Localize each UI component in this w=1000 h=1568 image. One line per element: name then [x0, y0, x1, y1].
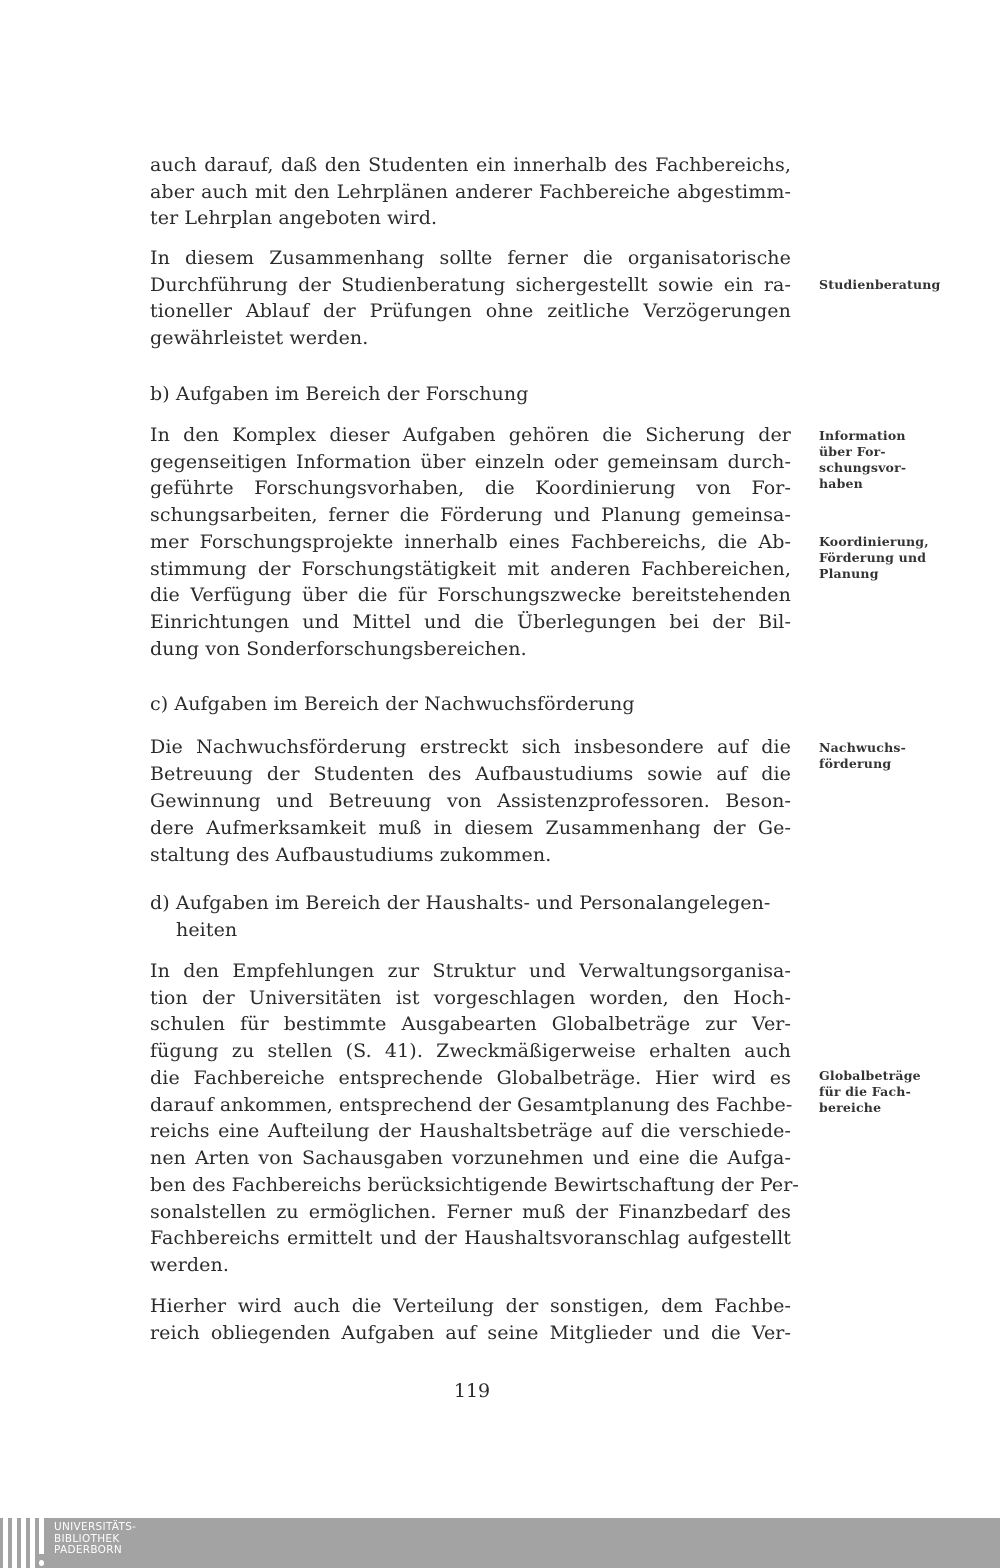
body-text-line: staltung des Aufbaustudiums zukommen.	[150, 844, 552, 866]
body-text-line: reichs eine Aufteilung der Haushaltsbeträge auf die verschiede-	[150, 1120, 791, 1142]
margin-note-line: über For-	[819, 444, 886, 459]
margin-note-line: schungsvor-	[819, 460, 907, 475]
body-text-line: dung von Sonderforschungsbereichen.	[150, 638, 527, 660]
margin-note-line: Globalbeträge	[819, 1068, 921, 1083]
body-text-line: stimmung der Forschungstätigkeit mit anderen Fachbereichen,	[150, 558, 791, 580]
margin-note-line: Studienberatung	[819, 277, 941, 292]
section-heading-d: d) Aufgaben im Bereich der Haushalts- und Personalangelegen-	[150, 892, 771, 914]
body-text-line: sonalstellen zu ermöglichen. Ferner muß der Finanzbedarf des	[150, 1201, 791, 1223]
body-text-line: auch darauf, daß den Studenten ein innerhalb des Fachbereichs,	[150, 154, 791, 176]
section-heading-d-continuation: heiten	[176, 919, 238, 941]
body-text-line: In den Empfehlungen zur Struktur und Verwaltungsorganisa-	[150, 960, 791, 982]
body-text-line: schungsarbeiten, ferner die Förderung und Planung gemeinsa-	[150, 504, 791, 526]
body-text-line: reich obliegenden Aufgaben auf seine Mitglieder und die Ver-	[150, 1322, 791, 1344]
margin-note-line: Förderung und	[819, 550, 927, 565]
margin-note-line: Information	[819, 428, 906, 443]
body-text-line: fügung zu stellen (S. 41). Zweckmäßigerweise erhalten auch	[150, 1040, 791, 1062]
body-text-line: Gewinnung und Betreuung von Assistenzprofessoren. Beson-	[150, 790, 791, 812]
logo-text-line: PADERBORN	[54, 1544, 122, 1556]
margin-note-studienberatung	[819, 277, 944, 293]
library-logo-text	[54, 1522, 136, 1557]
margin-note-line: Planung	[819, 566, 879, 581]
body-text-line: gegenseitigen Information über einzeln oder gemeinsam durch-	[150, 451, 791, 473]
body-text-line: dere Aufmerksamkeit muß in diesem Zusammenhang der Ge-	[150, 817, 791, 839]
body-text-line: gewährleistet werden.	[150, 327, 369, 349]
library-logo-icon	[3, 1518, 53, 1568]
body-text-line: tioneller Ablauf der Prüfungen ohne zeitliche Verzögerungen	[150, 300, 791, 322]
margin-note-koordinierung	[819, 534, 944, 582]
margin-note-line: haben	[819, 476, 863, 491]
section-heading-b: b) Aufgaben im Bereich der Forschung	[150, 383, 529, 405]
body-text-line: Die Nachwuchsförderung erstreckt sich insbesondere auf die	[150, 736, 791, 758]
margin-note-line: Nachwuchs-	[819, 740, 906, 755]
margin-note-globalbetraege	[819, 1068, 944, 1116]
body-text-line: schulen für bestimmte Ausgabearten Globalbeträge zur Ver-	[150, 1013, 791, 1035]
body-text-line: die Verfügung über die für Forschungszwecke bereitstehenden	[150, 584, 791, 606]
logo-text-line: UNIVERSITÄTS-	[54, 1521, 137, 1533]
body-text-line: nen Arten von Sachausgaben vorzunehmen und eine die Aufga-	[150, 1147, 791, 1169]
body-text-line: ben des Fachbereichs berücksichtigende Bewirtschaftung der Per-	[150, 1174, 799, 1196]
body-text-line: aber auch mit den Lehrplänen anderer Fachbereiche abgestimm-	[150, 181, 791, 203]
margin-note-nachwuchsfoerderung	[819, 740, 944, 772]
section-heading-c: c) Aufgaben im Bereich der Nachwuchsförderung	[150, 693, 635, 715]
body-text-line: Einrichtungen und Mittel und die Überlegungen bei der Bil-	[150, 611, 791, 633]
margin-note-information	[819, 428, 944, 492]
library-footer-bar	[0, 1518, 1000, 1568]
body-text-line: mer Forschungsprojekte innerhalb eines Fachbereichs, die Ab-	[150, 531, 791, 553]
body-text-line: Durchführung der Studienberatung sichergestellt sowie ein ra-	[150, 274, 791, 296]
body-text-line: Fachbereichs ermittelt und der Haushaltsvoranschlag aufgestellt	[150, 1227, 791, 1249]
body-text-line: geführte Forschungsvorhaben, die Koordinierung von For-	[150, 477, 791, 499]
margin-note-line: bereiche	[819, 1100, 882, 1115]
body-text-line: ter Lehrplan angeboten wird.	[150, 207, 438, 229]
body-text-line: Hierher wird auch die Verteilung der sonstigen, dem Fachbe-	[150, 1295, 791, 1317]
body-text-line: werden.	[150, 1254, 229, 1276]
body-text-line: In den Komplex dieser Aufgaben gehören die Sicherung der	[150, 424, 791, 446]
page-number: 119	[453, 1380, 491, 1402]
body-text-line: die Fachbereiche entsprechende Globalbeträge. Hier wird es	[150, 1067, 791, 1089]
margin-note-line: für die Fach-	[819, 1084, 911, 1099]
margin-note-line: Koordinierung,	[819, 534, 929, 549]
margin-note-line: förderung	[819, 756, 892, 771]
body-text-line: darauf ankommen, entsprechend der Gesamtplanung des Fachbe-	[150, 1094, 793, 1116]
body-text-line: tion der Universitäten ist vorgeschlagen worden, den Hoch-	[150, 987, 791, 1009]
body-text-line: In diesem Zusammenhang sollte ferner die organisatorische	[150, 247, 791, 269]
body-text-line: Betreuung der Studenten des Aufbaustudiums sowie auf die	[150, 763, 791, 785]
logo-text-line: BIBLIOTHEK	[54, 1532, 120, 1545]
